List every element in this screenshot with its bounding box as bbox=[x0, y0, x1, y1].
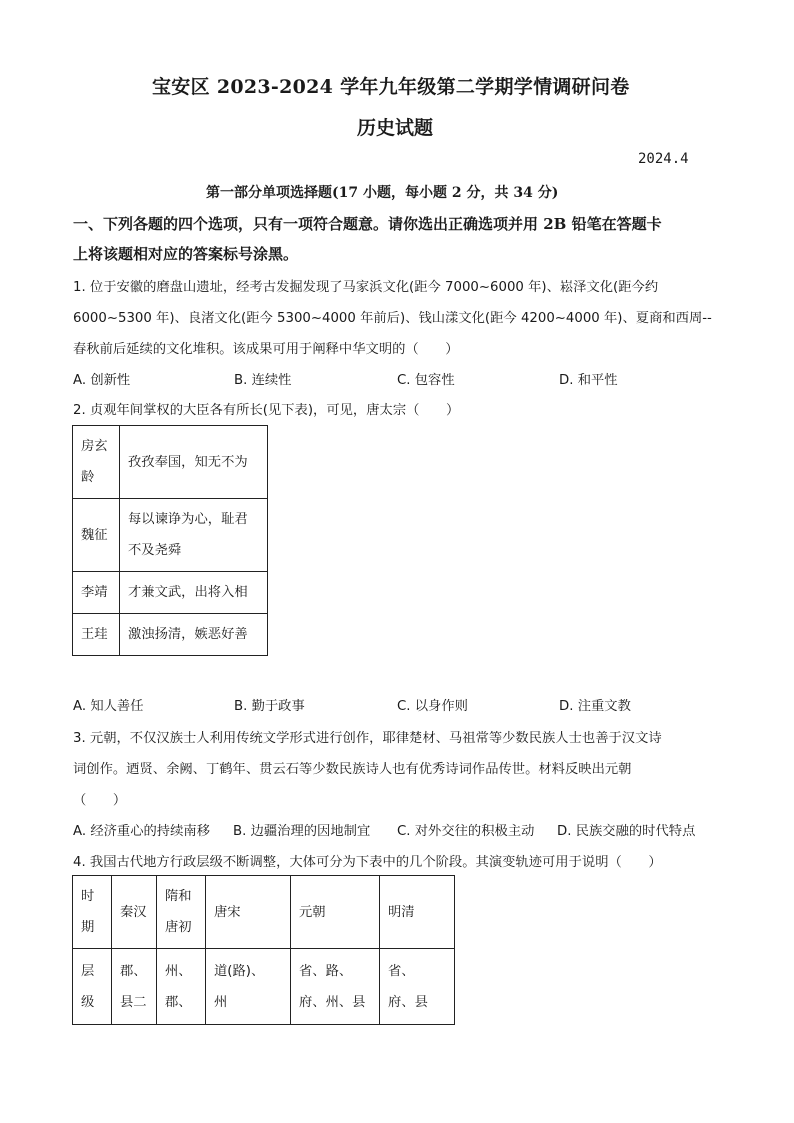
table-cell: 郡、 县二 bbox=[112, 949, 157, 1025]
q4-stem: 4. 我国古代地方行政层级不断调整，大体可分为下表中的几个阶段。其演变轨迹可用于说明（ ） bbox=[73, 855, 662, 870]
table-cell: 隋和 唐初 bbox=[157, 876, 206, 949]
table-cell-desc: 才兼文武，出将入相 bbox=[120, 572, 268, 614]
table-cell: 时 期 bbox=[73, 876, 112, 949]
q3-option-c: C. 对外交往的积极主动 bbox=[397, 824, 535, 839]
q2-minister-table bbox=[72, 425, 268, 656]
table-cell: 明清 bbox=[380, 876, 455, 949]
q1-option-a: A. 创新性 bbox=[73, 373, 131, 388]
table-cell-name: 魏征 bbox=[73, 499, 120, 572]
table-cell: 省、路、 府、州、县 bbox=[291, 949, 380, 1025]
q2-option-d: D. 注重文教 bbox=[559, 699, 631, 714]
q1-line-2: 6000~5300 年)、良渚文化(距今 5300~4000 年前后)、钱山漾文化(距今 4200~4000 年)、夏商和西周-- bbox=[73, 311, 712, 326]
q3-line-1: 3. 元朝，不仅汉族士人利用传统文学形式进行创作，耶律楚材、马祖常等少数民族人士也善于汉文诗 bbox=[73, 731, 662, 746]
q2-option-a: A. 知人善任 bbox=[73, 699, 144, 714]
table-cell-name: 房玄 龄 bbox=[73, 426, 120, 499]
q3-option-b: B. 边疆治理的因地制宜 bbox=[233, 824, 371, 839]
part-heading: 第一部分单项选择题(17 小题，每小题 2 分，共 34 分) bbox=[206, 185, 559, 201]
table-cell-name: 王珪 bbox=[73, 614, 120, 656]
q1-line-1: 1. 位于安徽的磨盘山遗址，经考古发掘发现了马家浜文化(距今 7000~6000 年)、崧泽文化(距今约 bbox=[73, 280, 659, 295]
table-cell-name: 李靖 bbox=[73, 572, 120, 614]
table-cell: 层 级 bbox=[73, 949, 112, 1025]
q1-option-d: D. 和平性 bbox=[559, 373, 618, 388]
table-row bbox=[73, 949, 455, 1025]
q2-option-b: B. 勤于政事 bbox=[234, 699, 305, 714]
table-row bbox=[73, 876, 455, 949]
q2-stem: 2. 贞观年间掌权的大臣各有所长(见下表)，可见，唐太宗（ ） bbox=[73, 403, 460, 418]
table-cell: 秦汉 bbox=[112, 876, 157, 949]
table-cell: 道(路)、 州 bbox=[206, 949, 291, 1025]
q2-option-c: C. 以身作则 bbox=[397, 699, 468, 714]
instruction-line-2: 上将该题相对应的答案标号涂黑。 bbox=[73, 245, 299, 263]
exam-title: 宝安区 2023-2024 学年九年级第二学期学情调研问卷 bbox=[152, 76, 630, 98]
exam-subtitle: 历史试题 bbox=[357, 117, 434, 139]
q1-option-b: B. 连续性 bbox=[234, 373, 292, 388]
q3-line-3: （ ） bbox=[73, 793, 127, 808]
table-row bbox=[73, 426, 268, 499]
q3-option-d: D. 民族交融的时代特点 bbox=[557, 824, 696, 839]
instruction-line-1: 一、下列各题的四个选项，只有一项符合题意。请你选出正确选项并用 2B 铅笔在答题卡 bbox=[73, 215, 662, 233]
table-row bbox=[73, 572, 268, 614]
q1-line-3: 春秋前后延续的文化堆积。该成果可用于阐释中华文明的（ ） bbox=[73, 342, 459, 357]
table-cell-desc: 激浊扬清，嫉恶好善 bbox=[120, 614, 268, 656]
table-row bbox=[73, 614, 268, 656]
table-row bbox=[73, 499, 268, 572]
q1-option-c: C. 包容性 bbox=[397, 373, 455, 388]
q3-option-a: A. 经济重心的持续南移 bbox=[73, 824, 210, 839]
table-cell: 州、 郡、 bbox=[157, 949, 206, 1025]
table-cell: 唐宋 bbox=[206, 876, 291, 949]
q4-admin-table bbox=[72, 875, 455, 1025]
exam-date: 2024.4 bbox=[638, 151, 689, 167]
table-cell: 元朝 bbox=[291, 876, 380, 949]
q3-line-2: 词创作。迺贤、余阙、丁鹤年、贯云石等少数民族诗人也有优秀诗词作品传世。材料反映出元朝 bbox=[73, 762, 632, 777]
table-cell: 省、 府、县 bbox=[380, 949, 455, 1025]
table-cell-desc: 每以谏诤为心，耻君 不及尧舜 bbox=[120, 499, 268, 572]
table-cell-desc: 孜孜奉国，知无不为 bbox=[120, 426, 268, 499]
